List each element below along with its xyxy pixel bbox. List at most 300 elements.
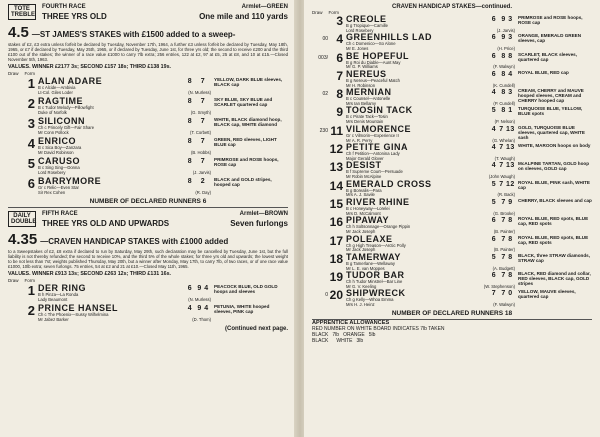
runner-breeding: Ch h Soltsonnage—Orange Pippin [346, 224, 411, 230]
runner-entry [312, 253, 592, 271]
race4-declared: NUMBER OF DECLARED RUNNERS 6 [89, 198, 207, 205]
runner-trainer: (N. Murless) [188, 89, 211, 95]
runner-number: 3 [27, 116, 35, 131]
runner-number: 1 [27, 76, 35, 91]
runner-entry [312, 125, 592, 143]
runner-name: DER RING [38, 283, 87, 293]
runner-weight: 7 12 [499, 180, 515, 188]
runner-form [312, 271, 328, 274]
runner-name: TOOSIN TACK [346, 105, 413, 116]
runner-entry [8, 284, 288, 303]
runner-details [38, 177, 211, 196]
runner-owner: Major Gerald Glover [346, 155, 384, 161]
runner-age: 8 [187, 138, 193, 145]
runner-trainer: (N. Murless) [188, 296, 211, 302]
runner-weight: 9 4 [197, 285, 209, 292]
race4-header [8, 4, 288, 21]
runner-details [346, 216, 515, 235]
runner-trainer: (G. Brooke) [493, 210, 515, 216]
runner-age: 7 [491, 290, 497, 298]
runner-weight: 7 13 [499, 144, 515, 152]
runner-entry [312, 271, 592, 289]
runner-details [346, 253, 515, 272]
runner-age: 6 [491, 272, 497, 280]
runner-owner: Sir Rex Cohen [38, 189, 66, 195]
runner-owner-row [38, 131, 211, 136]
runner-number: 13 [329, 160, 343, 175]
runner-owner: Mr L. E. van Moppes [346, 265, 385, 271]
runner-breeding: B c Tudor Melody—Pillowfight [38, 105, 94, 110]
race5-age: THREE YRS OLD AND UPWARDS [42, 219, 170, 228]
runner-colours: PRIMROSE and ROSE hoops, ROSE cap [214, 157, 279, 167]
runner-weight: 7 [200, 98, 206, 105]
allowance-value: 3lb [356, 337, 364, 344]
runner-age: 6 [491, 235, 497, 243]
allowance-row [312, 338, 592, 344]
runner-colours: PETUNIA, WHITE hooped sleeves, PINK cap [214, 304, 270, 314]
runner-entry [8, 137, 288, 156]
runner-name: EMERALD CROSS [346, 178, 432, 189]
runner-details [346, 161, 515, 180]
runner-entry [8, 304, 288, 323]
runner-owner-row [38, 191, 211, 196]
runner-weight: 7 13 [499, 162, 515, 170]
runner-owner: Mr Robin McAlpine [346, 174, 382, 180]
runner-age: 4 [491, 125, 497, 133]
runner-colours: BLACK and GOLD stripes, hooped cap [214, 177, 272, 187]
runner-form [312, 198, 328, 201]
runner-owner: Lord Rosebery [38, 169, 66, 175]
right-page-header: CRAVEN HANDICAP STAKES—continued. [391, 4, 512, 10]
runner-form [312, 180, 328, 183]
runner-breeding: B f Supreme Court—Persuade [346, 169, 403, 175]
race4-time: 4.5 [8, 24, 29, 41]
runner-details [38, 304, 211, 323]
runner-trainer: (A. Budgett) [492, 265, 515, 271]
runner-owner: Mr H. Robinson [346, 82, 376, 88]
runner-name: TUDOR BAR [346, 270, 405, 281]
runner-owner: Mr David Robinson [38, 149, 74, 155]
runner-breeding: B g Tamerlane—Wellaway [346, 260, 395, 266]
runner-trainer: (J. Jarvis) [192, 169, 211, 175]
runner-name: PIPAWAY [346, 215, 390, 226]
runner-colours: WHITE, BLACK diamond hoop, BLACK cap, WHITE diamond [214, 117, 282, 127]
runner-number: 5 [27, 156, 35, 171]
runner-number: 11 [330, 123, 343, 138]
runner-entry [312, 289, 592, 307]
runner-name: CARUSO [38, 156, 81, 166]
runner-breeding: Ch g Kelly—Whoa Emma [346, 297, 394, 303]
right-declared: NUMBER OF DECLARED RUNNERS 18 [391, 309, 513, 317]
runner-age: 6 [187, 285, 193, 292]
runner-form [312, 253, 328, 256]
race4-entries [8, 77, 288, 196]
allowance-colour: WHITE [336, 337, 353, 344]
runner-details [346, 289, 515, 308]
race5-column-header: Draw Form [8, 278, 36, 283]
runner-entry [8, 77, 288, 96]
runner-name: SILICONN [38, 116, 86, 126]
runner-age: 5 [491, 198, 497, 206]
runner-colours: ROYAL BLUE, PINK sash, WHITE cap [518, 179, 590, 190]
runner-details [346, 235, 515, 254]
runner-weight: 7 13 [499, 125, 515, 133]
runner-weight: 8 3 [501, 89, 513, 97]
runner-age: 4 [491, 144, 497, 152]
runner-breeding: B c Pirate Tack—Tosin [346, 114, 388, 120]
runner-trainer: (P. Nelson) [494, 119, 515, 125]
runner-colours: ROYAL BLUE, RED spots, BLUE cap, RED spots [518, 216, 589, 227]
runner-owner: Mrs H. J. Heinz [346, 302, 375, 308]
runner-owner: Mr Jack Joseph [346, 229, 376, 235]
left-page [0, 0, 296, 437]
runner-weight: 8 4 [501, 70, 513, 78]
runner-details [346, 271, 515, 290]
runner-trainer: (J. Jarvis) [496, 27, 515, 33]
runner-colours: SKY BLUE, SKY BLUE and SCARLET quartered cap [214, 97, 273, 107]
runner-details [346, 125, 515, 144]
runner-weight: 7 8 [501, 235, 513, 243]
race5-conditions: to a Sweepstakes of £2, £8 extra if declared to run by Saturday, May 29th, such declaration may be cancelled by Tuesday, June 1st, but the full liability is not thereby refunded; the second to receive 10%, and the third 5% of the whole stakes; for three yrs old and upwards; the lowest weight to be not less than 7st; weights published Thursday, May 20th, but a winner after Monday, May 17th, to carry 7lb, of two races, or of one race value £1000, 10lb extra; seven furlongs. 75 entries, 54 at £2 and 21 at £10.—Closed May 11th, 1965. [8, 249, 288, 269]
runner-trainer: (K. Cundell) [492, 82, 515, 88]
runner-entry [312, 15, 592, 33]
runner-details [346, 15, 515, 34]
runner-trainer: (B. Painter) [493, 247, 515, 253]
runner-age: 6 [491, 34, 497, 42]
runner-name: RIVER RHINE [346, 196, 410, 207]
runner-number: 6 [336, 50, 343, 65]
runner-name: ALAN ADARE [38, 76, 103, 86]
race4-armlet: Armlet—GREEN [241, 4, 288, 10]
right-column-header: Draw Form [312, 10, 340, 15]
runner-colours: PEACOCK BLUE, OLD GOLD hoops and sleeves [214, 284, 278, 294]
runner-number: 8 [336, 87, 343, 102]
runner-trainer: (P. Cundell) [493, 100, 515, 106]
runner-breeding: B g Roi du Diable—Aunt May [346, 59, 401, 65]
runner-colours: McALPINE TARTAN, GOLD hoop on sleeves, GOLD cap [518, 161, 590, 172]
runner-number: 12 [329, 142, 343, 157]
runner-weight: 7 8 [501, 253, 513, 261]
runner-trainer: (T. Waugh) [494, 155, 515, 161]
runner-weight: 8 8 [501, 52, 513, 60]
apprentice-allowances [312, 319, 592, 344]
runner-draw [8, 157, 21, 160]
runner-entry [312, 235, 592, 253]
runner-trainer: (R. Back) [497, 192, 515, 198]
runner-colours: YELLOW, DARK BLUE sleeves, BLACK cap [214, 77, 283, 87]
runner-weight: 7 [200, 158, 206, 165]
runner-form [312, 15, 328, 18]
runner-breeding: B c Sica Boy—Zanzara [38, 145, 82, 150]
race4-conditions: stakes of £2, £3 extra unless forfeit be declared by Tuesday, November 17th, 1964, a further £3 unless forfeit be declared by Tuesday, May 18th, 1965, or £7 if declared by Tuesday, May 25th, 1965, or if declared by Tuesday, June 1st, for three yrs old; the second to receive £200 and the third £100 out of the stakes; the winner of a race value £1000 to carry 7lb extra; 256 entries, 122 at £2, 97 at £5, 25 at £8, and 10 at £15.—Closed November 5th, 1963. [8, 42, 288, 62]
runner-weight: 7 9 [501, 198, 513, 206]
runner-details [38, 137, 211, 156]
runner-weight: 7 0 [501, 290, 513, 298]
runner-owner: Mrs A. J. Savile [346, 192, 375, 198]
runner-entry [312, 52, 592, 70]
runner-details [346, 180, 515, 199]
runner-details [346, 143, 515, 162]
runner-colours: WHITE, MAROON hoops on body [518, 143, 591, 149]
runner-weight: 9 4 [197, 305, 209, 312]
race5-header [8, 211, 288, 228]
runner-breeding: B g Nereus—Peaceful Match [346, 77, 400, 83]
runner-details [38, 117, 211, 136]
runner-age: 4 [491, 162, 497, 170]
runner-draw [8, 137, 21, 140]
runner-form: 003/ [318, 54, 328, 61]
runner-draw [8, 284, 21, 287]
runner-number: 4 [27, 136, 35, 151]
runner-breeding: Ch f Petition—Antonina Lady [346, 151, 400, 157]
runner-owner-row [38, 298, 211, 303]
runner-age: 5 [491, 180, 497, 188]
runner-owner: Lord Rosebery [346, 27, 374, 33]
runner-trainer: (G. Smyth) [190, 109, 211, 115]
runner-owner: Mr Jack Joseph [346, 247, 376, 253]
runner-breeding: Gr c Relic—Even Star [38, 185, 79, 190]
runner-entry [312, 161, 592, 179]
runner-number: 3 [336, 14, 343, 28]
runner-colours: PRIMROSE and ROSE hoops, ROSE cap [518, 15, 583, 25]
allowance-colour: ORANGE [343, 331, 365, 338]
tote-treble-badge: TOTE TREBLE [8, 4, 36, 20]
runner-draw [8, 177, 21, 180]
runner-details [346, 106, 515, 125]
runner-name: PRINCE HANSEL [38, 303, 119, 313]
runner-name: PETITE GINA [346, 142, 409, 153]
runner-number: 15 [329, 196, 343, 211]
runner-form [312, 70, 328, 73]
race5-time: 4.35 [8, 231, 38, 248]
runner-number: 16 [329, 215, 343, 230]
runner-name: RAGTIME [38, 96, 83, 106]
runner-colours: SCARLET, BLACK sleeves, quartered cap [518, 51, 577, 62]
runner-name: CREOLE [346, 14, 387, 24]
runner-colours: CREAM, CHERRY and MAUVE hooped sleeves, CREAM and CHERRY hooped cap [518, 88, 584, 104]
race5-number: FIFTH RACE [42, 211, 78, 217]
allowance-value: 7lb [332, 331, 340, 338]
runner-owner: Mrs D. McCalmont [346, 210, 381, 216]
runner-number: 20 [329, 288, 343, 303]
runner-draw [8, 117, 21, 120]
runner-entry [312, 143, 592, 161]
runner-trainer: (F. Walwyn) [493, 64, 515, 70]
runner-form [312, 235, 328, 238]
runner-breeding: Gr c Vilmorin—Experience II [346, 132, 399, 138]
runner-trainer: (H. Price) [497, 46, 515, 52]
runner-trainer: (B. Hobbs) [190, 149, 211, 155]
runner-name: BE HOPEFUL [346, 50, 410, 61]
runner-owner: Lt-Col. Giles Loder [38, 89, 73, 95]
runner-number: 1 [27, 283, 35, 298]
runner-colours: ROYAL BLUE, RED cap [518, 69, 569, 75]
runner-owner: Lady Beaumont [38, 296, 68, 302]
runner-age: 4 [187, 305, 193, 312]
runner-owner: Duke of Norfolk [38, 109, 67, 115]
runner-trainer: (W. Stephenson) [483, 283, 515, 289]
runner-details [346, 52, 515, 71]
runner-age: 6 [491, 217, 497, 225]
race5-distance: Seven furlongs [230, 219, 288, 228]
runner-name: DESIST [346, 160, 382, 171]
runner-owner: Mr Conn Pollock [38, 129, 69, 135]
continued-note: (Continued next page. [225, 326, 288, 332]
runner-breeding: B g Tropique—Camille [346, 23, 388, 28]
runner-number: 14 [329, 178, 343, 193]
runner-number: 7 [336, 68, 343, 83]
runner-weight: 9 3 [501, 16, 513, 23]
divider [8, 207, 288, 208]
runner-form: 0 [325, 292, 328, 299]
runner-age: 8 [187, 98, 193, 105]
runner-entry [312, 180, 592, 198]
race4-age: THREE YRS OLD [42, 12, 107, 21]
runner-name: BARRYMORE [38, 176, 102, 186]
runner-colours: TURQUOISE BLUE, YELLOW, BLUE spots [518, 106, 583, 117]
runner-entry [8, 117, 288, 136]
runner-owner: Mrs Denis Mountain [346, 119, 384, 125]
runner-owner-row [38, 318, 211, 323]
runner-trainer: (R. Day) [195, 189, 211, 195]
runner-owner: Mrs Ian Bellamy [346, 100, 377, 106]
runner-breeding: B c Alcide—Ambivia [38, 85, 76, 90]
runner-draw [8, 77, 21, 80]
runner-number: 6 [27, 176, 35, 191]
runner-weight: 9 3 [501, 34, 513, 42]
runner-form [312, 216, 328, 219]
allowance-colour: BLACK [312, 331, 329, 338]
allowances-line: RED NUMBER ON WHITE BOARD INDICATES 7lb TAKEN [312, 325, 445, 332]
runner-form [312, 161, 328, 164]
runner-owner-row [346, 303, 515, 308]
runner-weight: 2 [200, 178, 206, 185]
runner-trainer: (B. Painter) [493, 229, 515, 235]
runner-age: 5 [491, 253, 497, 261]
runner-age: 8 [187, 118, 193, 125]
runner-number: 4 [336, 32, 343, 47]
runner-owner-row [38, 91, 211, 96]
runner-breeding: Ch h Tudor Minstrel—Bar Line [346, 279, 403, 285]
runner-entry [312, 70, 592, 88]
runner-owner-row [38, 111, 211, 116]
runner-age: 8 [187, 78, 193, 85]
runner-details [346, 198, 515, 217]
runner-trainer: (T. Corbett) [190, 129, 211, 135]
runner-age: 6 [491, 16, 497, 23]
runner-details [38, 157, 211, 176]
runner-entry [312, 216, 592, 234]
race4-values: VALUES. WINNER £2177 3s; SECOND £157 18s; THIRD £138 19s. [8, 64, 171, 70]
runner-name: MERNIAN [346, 87, 392, 98]
race5-entries [8, 284, 288, 323]
runner-breeding: B c Counsel—Antonelle [346, 96, 391, 102]
runner-weight: 7 [200, 78, 206, 85]
runner-name: SHIPWRECK [346, 288, 406, 299]
runner-draw [8, 304, 21, 307]
runner-name: VILMORENCE [346, 123, 412, 134]
runner-colours: ORANGE, EMERALD GREEN sleeves, cap [518, 33, 582, 44]
runner-age: 5 [491, 107, 497, 115]
runner-owner: Mr A. R. Perry [346, 137, 373, 143]
runner-breeding: B g Borealis—Para [346, 187, 382, 193]
daily-double-badge: DAILY DOUBLE [8, 211, 36, 227]
runner-breeding: Ch c Princely Gift—Fair Share [38, 125, 95, 130]
race4-title: —ST JAMES'S STAKES with £1500 added to a sweep- [31, 30, 236, 39]
runner-weight: 7 [200, 118, 206, 125]
runner-trainer: (D. Thom) [192, 316, 211, 322]
runner-name: TAMERWAY [346, 251, 401, 262]
right-page [304, 0, 600, 437]
runner-entry [312, 88, 592, 106]
race4-number: FOURTH RACE [42, 4, 86, 10]
runner-owner: Mr E. Jones [346, 46, 369, 52]
runner-details [346, 33, 515, 52]
race5-title: —CRAVEN HANDICAP STAKES with £1000 added [40, 237, 229, 246]
runner-age: 8 [187, 178, 193, 185]
runner-form: 230 [319, 127, 328, 134]
allowance-value: 5lb [368, 331, 376, 338]
runner-owner: Mr G. V. Keeling [346, 283, 377, 289]
runner-trainer: (F. Walwyn) [493, 302, 515, 308]
runner-entry [312, 198, 592, 216]
runner-breeding: Ch g High Treason—Arctic Polly [346, 242, 406, 248]
runner-name: GREENHILLS LAD [346, 32, 433, 43]
runner-number: 2 [27, 303, 35, 318]
runner-details [346, 88, 515, 107]
runner-age: 8 [187, 158, 193, 165]
runner-owner: Mr Jabez Barker [38, 316, 69, 322]
runner-form [312, 106, 328, 109]
runner-trainer: (G. Whelan) [492, 137, 515, 143]
runner-number: 2 [27, 96, 35, 111]
runner-weight: 8 1 [501, 107, 513, 115]
runner-weight: 7 8 [501, 217, 513, 225]
runner-entry [8, 157, 288, 176]
runner-breeding: B h Pinza—La Ronda [38, 292, 79, 297]
runner-number: 19 [329, 270, 343, 285]
runner-colours: YELLOW, MAUVE sleeves, quartered cap [518, 289, 576, 300]
runner-details [38, 97, 211, 116]
runner-age: 4 [491, 89, 497, 97]
runner-details [38, 77, 211, 96]
runner-colours: ROYAL BLUE, RED spots, BLUE cap, RED spots [518, 234, 589, 245]
runner-breeding: B c Sing Sing—Donna [38, 165, 80, 170]
runner-entry [8, 97, 288, 116]
runner-colours: BLACK, three STRAW diamonds, STRAW cap [518, 252, 590, 263]
runner-colours: GREEN, RED sleeves, LIGHT BLUE cap [214, 137, 277, 147]
runner-form [312, 143, 328, 146]
runner-age: 6 [491, 70, 497, 78]
runner-name: ENRICO [38, 136, 77, 146]
runner-number: 17 [329, 233, 343, 248]
race5-armlet: Armlet—BROWN [239, 211, 288, 217]
runner-form: 00 [322, 36, 328, 43]
runner-entry [312, 33, 592, 51]
runner-name: NEREUS [346, 68, 387, 79]
runner-details [346, 70, 515, 89]
runner-weight: 7 [200, 138, 206, 145]
runner-owner-row [38, 151, 211, 156]
runner-breeding: Ch c Domenico—So Alone [346, 41, 396, 47]
runner-colours: BLACK, RED diamond and collar, RED sleeves, BLACK cap, GOLD stripes [518, 271, 591, 287]
runner-colours: GOLD, TURQUOISE BLUE sleeves, quartered cap, WHITE sash [518, 124, 585, 140]
race4-distance: One mile and 110 yards [199, 12, 288, 21]
runner-weight: 7 8 [501, 272, 513, 280]
allowances-title: APPRENTICE ALLOWANCES [312, 319, 390, 326]
runner-breeding: B c Honeyway—Lorelei [346, 205, 390, 211]
allowance-colour: BLACK [312, 337, 329, 344]
